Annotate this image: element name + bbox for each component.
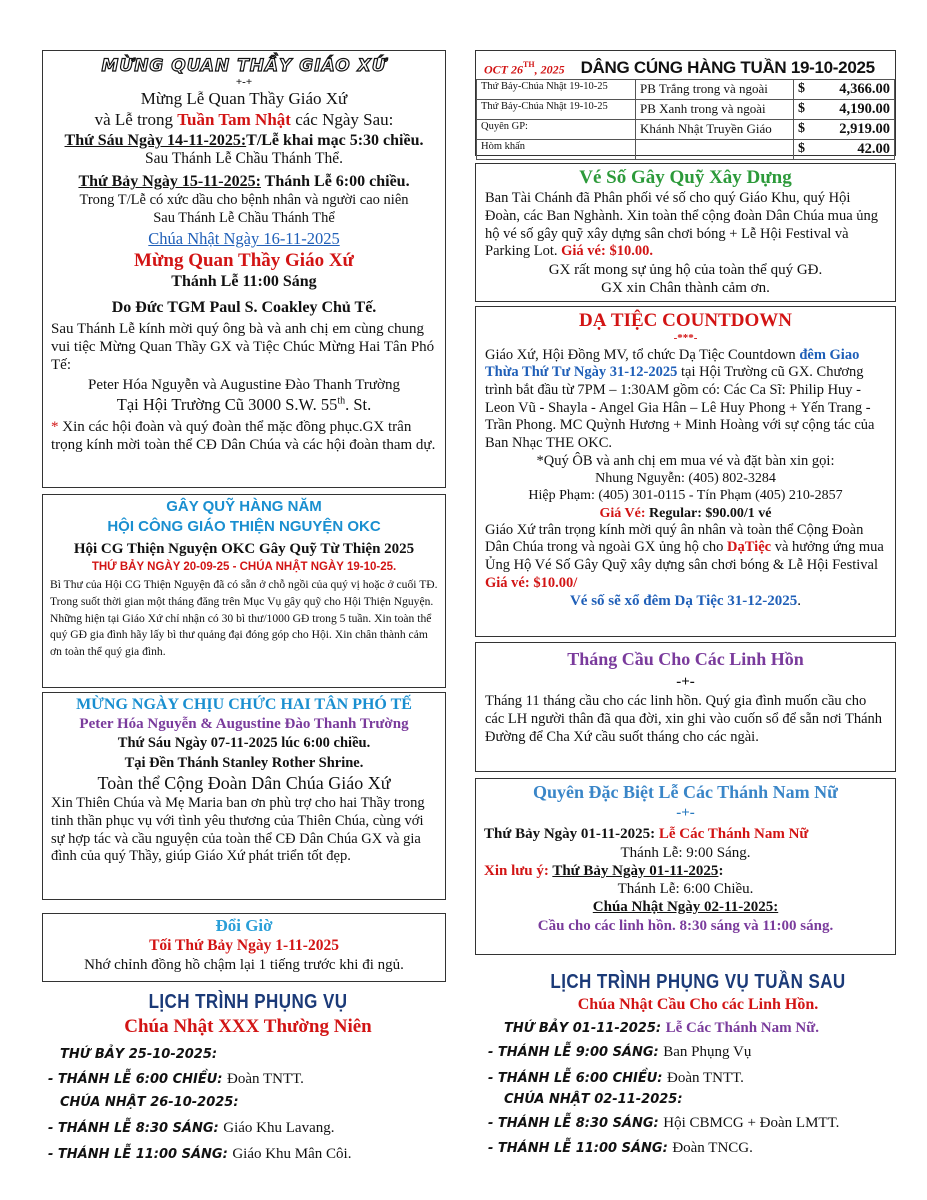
feast-line-3	[51, 131, 437, 151]
schedule-row-2-label: - THÁNH LỄ 8:30 SÁNG:	[48, 1120, 224, 1136]
schedule-next-row-4-label: - THÁNH LỄ 11:00 SÁNG:	[488, 1141, 673, 1157]
feast-uniform-text: Xin các hội đoàn và quý đoàn thể mặc đồng phục.GX trân trọng kính mời toàn thể CĐ Dân Chúa và các hội đoàn tham dự.	[51, 418, 436, 454]
schedule-this-week-sunday: Chúa Nhật XXX Thường Niên	[124, 1016, 372, 1038]
offertory-year: , 2025	[534, 62, 565, 77]
souls-sep: -+-	[676, 673, 695, 690]
lottery-body	[485, 190, 886, 261]
saints-date-1: Thứ Bảy Ngày 01-11-2025:	[484, 826, 659, 843]
lottery-title: Vé Số Gây Quỹ Xây Dựng	[579, 167, 792, 188]
feast-line-4: Sau Thánh Lễ Chầu Thánh Thể.	[144, 150, 344, 168]
schedule-next-row-1-label: - THÁNH LỄ 9:00 SÁNG:	[488, 1045, 664, 1061]
schedule-row-2-group: Giáo Khu Lavang.	[223, 1119, 335, 1136]
schedule-next-sat-date: THỨ BẢY 01-11-2025:	[504, 1020, 666, 1036]
feast-line-6: Trong T/Lễ có xức dầu cho bệnh nhân và người cao niên	[79, 191, 409, 208]
party-date: đêm Giao Thừa Thứ Tư Ngày 31-12-2025	[485, 346, 860, 381]
schedule-this-week-row-1	[48, 1070, 448, 1088]
saints-title: Quyên Đặc Biệt Lễ Các Thánh Nam Nữ	[533, 782, 838, 802]
souls-body: Tháng 11 tháng cầu cho các linh hồn. Quý gia đình muốn cầu cho các LH người thân đã qua đời, xin ghi vào cuốn sổ để sẵn nơi Thánh Đường để Cha Xứ cầu suốt tháng cho các ngài.	[485, 693, 883, 745]
schedule-next-week-sun: CHÚA NHẬT 02-11-2025:	[504, 1092, 683, 1108]
offertory-row	[477, 100, 895, 120]
feast-saturday-date: Thứ Bảy Ngày 15-11-2025:	[78, 173, 261, 191]
offertory-source: Hòm khấn	[477, 140, 636, 160]
offertory-box	[475, 50, 896, 156]
party-draw-dot: .	[797, 593, 802, 610]
fund-title-1: GÂY QUỸ HÀNG NĂM	[166, 498, 322, 515]
deacon-community: Toàn thể Cộng Đoàn Dân Chúa Giáo Xứ	[97, 773, 391, 794]
schedule-next-row-2-label: - THÁNH LỄ 6:00 CHIỀU:	[488, 1070, 667, 1086]
feast-mass-time: Thánh Lễ 11:00 Sáng	[171, 273, 317, 291]
offertory-amount: 42.00	[816, 140, 895, 160]
offertory-category: PB Xanh trong và ngoài	[636, 100, 794, 120]
deacon-place: Tại Đền Thánh Stanley Rother Shrine.	[124, 754, 364, 771]
offertory-row	[477, 80, 895, 100]
schedule-row-1-label: - THÁNH LỄ 6:00 CHIỀU:	[48, 1072, 227, 1088]
schedule-next-row-3-label: - THÁNH LỄ 8:30 SÁNG:	[488, 1115, 664, 1131]
party-sep: -***-	[673, 332, 698, 345]
offertory-row	[477, 140, 895, 160]
feast-sunday-date: Chúa Nhật Ngày 16-11-2025	[148, 229, 340, 249]
feast-deacons: Peter Hóa Nguyễn và Augustine Đào Thanh Trường	[87, 377, 400, 394]
party-p1c: tại Hội Trường cũ GX. Chương trình bắt đầu từ 7PM – 1:30AM gồm có: Các Ca Sĩ: Philip Huy - Leon Vũ - Shayla - Angel Gia Hân – Lê Huy Phong + Yến Trang - Trần Phong. MC Quỳnh Hương + Minh Hoàng với sự cộng tác của Ban Nhạc THE OKC.	[485, 364, 875, 452]
saints-line-2: Thánh Lễ: 9:00 Sáng.	[620, 844, 751, 861]
time-change-date: Tối Thứ Bảy Ngày 1-11-2025	[149, 936, 339, 954]
saints-line-3	[484, 862, 887, 880]
offertory-amount: 4,190.00	[816, 100, 895, 120]
schedule-next-row-4-group: Đoàn TNCG.	[672, 1140, 753, 1157]
offertory-amount: 2,919.00	[816, 120, 895, 140]
feast-title: MỪNG QUAN THẦY GIÁO XỨ	[101, 56, 387, 76]
saints-line-6: Cầu cho các linh hồn. 8:30 sáng và 11:00 sáng.	[537, 917, 834, 934]
deacon-title: MỪNG NGÀY CHỊU CHỨC HAI TÂN PHÓ TẾ	[76, 696, 412, 713]
offertory-amount: 4,366.00	[816, 80, 895, 100]
offertory-currency: $	[794, 120, 817, 140]
feast-line-2a: và Lễ trong	[94, 110, 178, 130]
feast-invitation: Sau Thánh Lễ kính mời quý ông bà và anh chị em cùng chung vui tiệc Mừng Quan Thầy GX và Tiệc Chúc Mừng Hai Tân Phó Tế:	[51, 320, 435, 374]
fund-title-3: Hội CG Thiện Nguyện OKC Gây Quỹ Từ Thiện 2025	[73, 540, 415, 557]
offertory-source: Thứ Bảy-Chúa Nhật 19-10-25	[477, 80, 636, 100]
saints-colon: :	[718, 862, 724, 879]
lottery-body-text: Ban Tài Chánh đã Phân phối vé số cho quý Giáo Khu, quý Hội Đoàn, các Ban Nghành. Xin toàn thể cộng đoàn Dân Chúa mua ủng hộ vé số gây quỹ xây dựng sân chơi bóng + Lễ Hội Festival và Parking Lot.	[485, 190, 879, 260]
party-box	[475, 306, 896, 637]
party-draw	[485, 592, 886, 610]
party-price-label: Giá Vé:	[599, 505, 650, 521]
offertory-header	[476, 51, 895, 79]
schedule-next-row-4	[488, 1139, 908, 1157]
schedule-next-row-2	[488, 1069, 908, 1087]
offertory-table	[476, 79, 895, 160]
feast-line-2c: các Ngày Sau:	[290, 110, 394, 130]
feast-venue-a: Tại Hội Trường Cũ 3000 S.W. 55	[116, 394, 338, 414]
schedule-this-week	[48, 990, 448, 1163]
fund-dates: THỨ BẢY NGÀY 20-09-25 - CHÚA NHẬT NGÀY 19-10-25.	[91, 560, 397, 573]
feast-box	[42, 50, 446, 488]
schedule-next-row-3-group: Hội CBMCG + Đoàn LMTT.	[663, 1114, 840, 1131]
time-change-note: Nhớ chỉnh đồng hồ chậm lại 1 tiếng trước khi đi ngủ.	[84, 956, 404, 973]
schedule-next-row-2-group: Đoàn TNTT.	[667, 1069, 744, 1086]
schedule-next-week-title: LỊCH TRÌNH PHỤNG VỤ TUẦN SAU	[550, 971, 846, 993]
schedule-next-week-sunday: Chúa Nhật Cầu Cho các Linh Hồn.	[577, 996, 819, 1014]
party-paragraph-2	[485, 522, 886, 593]
lottery-box	[475, 163, 896, 302]
feast-line-7: Sau Thánh Lễ Chầu Thánh Thể	[153, 209, 335, 226]
offertory-currency: $	[794, 140, 817, 160]
feast-uniform-note	[51, 418, 437, 455]
schedule-next-row-1	[488, 1043, 908, 1061]
lottery-line-3: GX xin Chân thành cảm ơn.	[601, 280, 770, 297]
deacon-body: Xin Thiên Chúa và Mẹ Maria ban ơn phù trợ cho hai Thầy trong tinh thần phục vụ với tình yêu thương của Thiên Chúa, cùng với sự hợp tác và cầu nguyện của toàn thể CĐ Dân Chúa GX và gia đình của quý Thầy, giúp Giáo Xứ phát triển tốt đẹp.	[51, 795, 425, 865]
time-change-title: Đổi Giờ	[215, 916, 273, 935]
feast-line-1: Mừng Lễ Quan Thầy Giáo Xứ	[140, 89, 348, 109]
offertory-row	[477, 120, 895, 140]
party-contact-2: Hiệp Phạm: (405) 301-0115 - Tín Phạm (405) 210-2857	[528, 488, 843, 504]
saints-date-2: Thứ Bảy Ngày 01-11-2025	[552, 862, 719, 879]
lottery-line-2: GX rất mong sự ủng hộ của toàn thể quý GĐ.	[548, 261, 823, 278]
party-p1a: Giáo Xứ, Hội Đồng MV, tổ chức Dạ Tiệc Countdown	[485, 346, 800, 363]
time-change-box	[42, 913, 446, 982]
fund-box	[42, 494, 446, 688]
schedule-this-week-row-2	[48, 1119, 448, 1137]
offertory-currency: $	[794, 100, 817, 120]
saints-feast: Lễ Các Thánh Nam Nữ	[658, 826, 809, 843]
saints-line-1	[484, 825, 887, 843]
schedule-this-week-sun: CHÚA NHẬT 26-10-2025:	[60, 1094, 239, 1110]
party-p2a: Giáo Xứ trân trọng kính mời quý ân nhân và toàn thể Cộng Đoàn Dân Chúa trong và ngoài GX ủng hộ cho	[485, 521, 864, 556]
saints-sep: -+-	[676, 804, 695, 821]
offertory-title: DÂNG CÚNG HÀNG TUẦN 19-10-2025	[580, 58, 875, 78]
schedule-next-week	[488, 970, 908, 1157]
offertory-source: Thứ Bảy-Chúa Nhật 19-10-25	[477, 100, 636, 120]
offertory-category: PB Trắng trong và ngoài	[636, 80, 794, 100]
party-contact-intro: *Quý ÔB và anh chị em mua vé và đặt bàn xin gọi:	[536, 452, 835, 469]
deacon-date: Thứ Sáu Ngày 07-11-2025 lúc 6:00 chiều.	[117, 734, 371, 751]
feast-star: *	[51, 418, 63, 435]
saints-line-4: Thánh Lễ: 6:00 Chiều.	[617, 881, 754, 898]
offertory-source: Quyên GP:	[477, 120, 636, 140]
party-title: DẠ TIỆC COUNTDOWN	[579, 310, 792, 331]
saints-note: Xin lưu ý:	[484, 862, 553, 879]
feast-venue-b: . St.	[345, 394, 372, 414]
feast-main-title: Mừng Quan Thầy Giáo Xứ	[134, 250, 354, 272]
party-contact-1: Nhung Nguyễn: (405) 802-3284	[595, 471, 776, 487]
schedule-row-3-label: - THÁNH LỄ 11:00 SÁNG:	[48, 1146, 233, 1162]
feast-friday-mass: T/Lễ khai mạc 5:30 chiều.	[246, 131, 424, 149]
offertory-currency: $	[794, 80, 817, 100]
schedule-next-row-1-group: Ban Phụng Vụ	[663, 1044, 752, 1061]
feast-friday-date: Thứ Sáu Ngày 14-11-2025:	[64, 131, 247, 149]
saints-line-5: Chúa Nhật Ngày 02-11-2025:	[592, 899, 779, 916]
feast-venue-sup: th	[337, 395, 346, 407]
schedule-next-row-3	[488, 1114, 908, 1132]
offertory-category: Khánh Nhật Truyền Giáo	[636, 120, 794, 140]
feast-separator: +-+	[235, 76, 253, 88]
souls-box	[475, 642, 896, 772]
party-p2b: DạTiệc	[727, 539, 772, 556]
feast-celebrant: Do Đức TGM Paul S. Coakley Chủ Tế.	[111, 299, 377, 316]
schedule-next-week-sat	[504, 1018, 908, 1038]
party-p2d: Giá vé: $10.00/	[485, 574, 578, 591]
souls-title: Tháng Cầu Cho Các Linh Hồn	[567, 649, 804, 669]
schedule-this-week-sat: THỨ BẢY 25-10-2025:	[60, 1046, 218, 1062]
fund-body: Bì Thư của Hội CG Thiện Nguyện đã có sẵn ở chỗ ngồi của quý vị hoặc ở cuối TĐ. Trong suốt thời gian một tháng đăng trên Mục Vụ gây quỹ cho Hội Thiện Nguyện. Những hiện tại Giáo Xứ chỉ nhận có 30 bì thư/1000 GĐ trong 5 tuần. Xin toàn thể quý GĐ gia đình hãy lấy bì thư quảng đại đóng góp cho Hội. Xin chân thành cảm ơn toàn thể quý gia đình.	[50, 577, 438, 659]
deacon-box	[42, 692, 446, 900]
party-price	[485, 505, 886, 522]
deacon-names: Peter Hóa Nguyễn & Augustine Đào Thanh Trường	[79, 715, 409, 732]
saints-box	[475, 778, 896, 955]
offertory-category	[636, 140, 794, 160]
schedule-this-week-row-3	[48, 1145, 448, 1163]
feast-line-5	[51, 172, 437, 192]
party-paragraph-1	[485, 347, 886, 453]
feast-line-2	[51, 110, 437, 131]
party-draw-text: Vé số sẽ xổ đêm Dạ Tiệc 31-12-2025	[569, 593, 798, 610]
schedule-next-sat-feast: Lễ Các Thánh Nam Nữ.	[665, 1019, 819, 1036]
offertory-date-sup: TH	[523, 60, 535, 69]
schedule-row-3-group: Giáo Khu Mân Côi.	[232, 1145, 352, 1162]
feast-triduum: Tuần Tam Nhật	[177, 110, 291, 130]
fund-title-2: HỘI CÔNG GIÁO THIỆN NGUYỆN OKC	[107, 518, 381, 536]
party-p2c: và hưởng ứng mua Ủng Hộ Vé Số Gây Quỹ xây dựng sân chơi bóng & Lễ Hội Festival	[485, 539, 884, 573]
lottery-price: Giá vé: $10.00.	[561, 243, 653, 260]
schedule-row-1-group: Đoàn TNTT.	[227, 1071, 304, 1088]
party-price-value: Regular: $90.00/1 vé	[649, 505, 772, 521]
offertory-date: OCT 26	[484, 62, 523, 77]
feast-saturday-mass: Thánh Lễ 6:00 chiều.	[260, 173, 410, 191]
feast-venue	[51, 395, 437, 415]
schedule-this-week-title: LỊCH TRÌNH PHỤNG VỤ	[148, 991, 348, 1013]
